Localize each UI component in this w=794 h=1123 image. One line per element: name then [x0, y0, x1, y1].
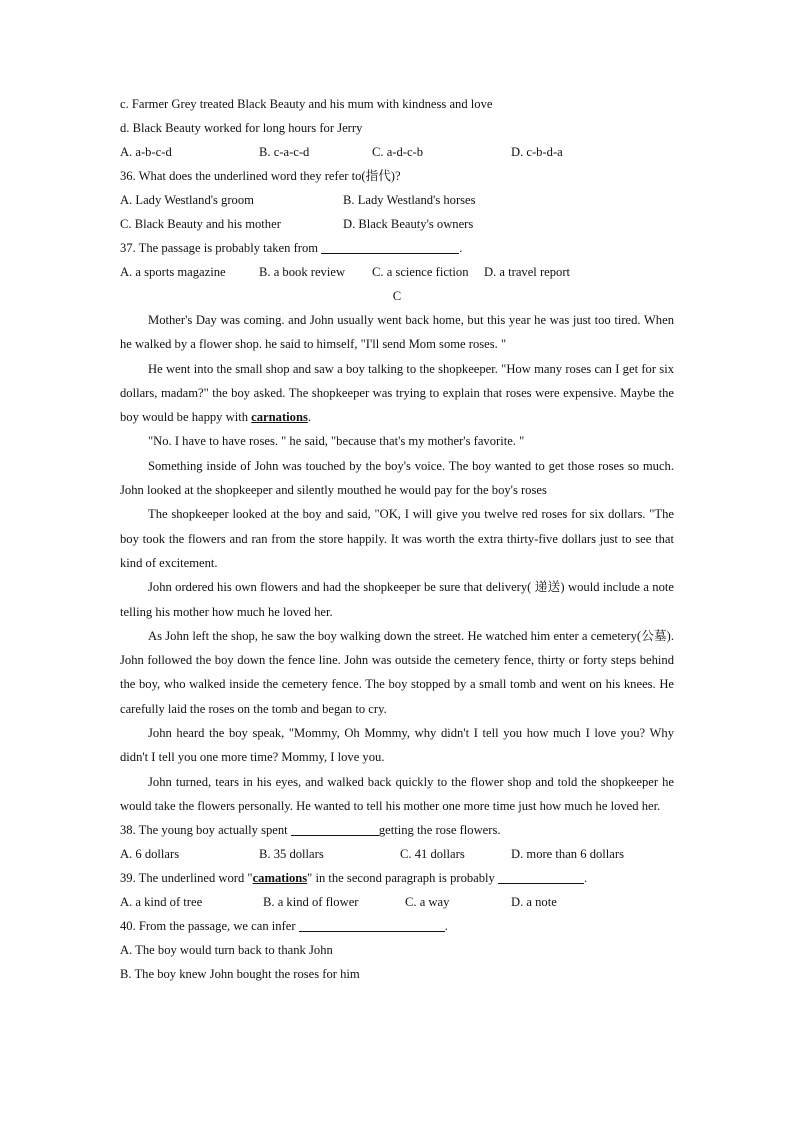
question-35-item-d: d. Black Beauty worked for long hours for Jerry: [120, 121, 363, 135]
passage-paragraph-3: "No. I have to have roses. " he said, "because that's my mother's favorite. ": [148, 434, 525, 449]
question-40-text: 40. From the passage, we can infer: [120, 919, 299, 934]
option-b: B. 35 dollars: [259, 847, 324, 862]
option-c: C. 41 dollars: [400, 847, 465, 862]
option-b: B. a book review: [259, 265, 346, 279]
question-39-end: .: [584, 871, 588, 886]
question-38-options: [120, 842, 674, 866]
passage-paragraph-4: Something inside of John was touched by the boy's voice. The boy wanted to get those roses so much. John looked at the shopkeeper and silently mouthed he would pay for the boy's roses: [120, 458, 674, 498]
option-c: C. a science fiction: [372, 265, 469, 279]
passage-paragraph-6: John ordered his own flowers and had the shopkeeper be sure that delivery( 递送) would include a note telling his mother how much he loved her.: [120, 580, 674, 619]
question-37-end: .: [459, 241, 463, 255]
section-label: C: [392, 289, 402, 303]
question-37-stem: [120, 236, 674, 260]
paragraph-2-end: .: [307, 410, 311, 425]
question-39-text: 39. The underlined word ": [120, 871, 253, 886]
passage-paragraph-7: As John left the shop, he saw the boy walking down the street. He watched him enter a cemetery(公墓). John followed the boy down the fence line. John was outside the cemetery fence, thirty or forty steps behind the boy, who walked inside the cemetery fence. The boy stopped by a small tomb and went on his knees. He carefully laid the roses on the tomb and began to cry.: [120, 628, 674, 716]
question-40-option-a: A. The boy would turn back to thank John: [120, 943, 333, 958]
underlined-word-carnations: carnations: [251, 410, 308, 425]
question-37-text: 37. The passage is probably taken from: [120, 241, 322, 255]
option-d: D. Black Beauty's owners: [343, 217, 474, 231]
option-b: B. a kind of flower: [263, 895, 359, 910]
option-d: D. more than 6 dollars: [511, 847, 624, 862]
answer-blank: [498, 870, 584, 884]
question-35-options: [120, 140, 674, 164]
question-36-stem: 36. What does the underlined word they refer to(指代)?: [120, 169, 401, 183]
option-a: A. a-b-c-d: [120, 145, 172, 159]
question-39-stem: [120, 866, 674, 890]
question-38-end: getting the rose flowers.: [378, 823, 501, 838]
question-38-stem: [120, 818, 674, 842]
passage-paragraph-2: [120, 357, 674, 430]
question-38-text: 38. The young boy actually spent: [120, 823, 291, 838]
option-d: D. a travel report: [484, 265, 571, 279]
option-b: B. Lady Westland's horses: [343, 193, 476, 207]
passage-paragraph-8: John heard the boy speak, "Mommy, Oh Mommy, why didn't I tell you how much I love you? Why didn't I tell you one more time? Mommy, I love you.: [120, 726, 674, 765]
option-a: A. a kind of tree: [120, 895, 203, 910]
question-40-end: .: [444, 919, 448, 934]
passage-paragraph-1: Mother's Day was coming. and John usually went back home, but this year he was just too tired. When he walked by a flower shop. he said to himself, "I'll send Mom some roses. ": [120, 313, 674, 352]
option-a: A. 6 dollars: [120, 847, 180, 862]
question-40-stem: [120, 914, 674, 938]
passage-paragraph-5: The shopkeeper looked at the boy and said, "OK, I will give you twelve red roses for six dollars. "The boy took the flowers and ran from the store happily. It was worth the extra thirty-five dollars just to see that kind of excitement.: [120, 507, 674, 570]
option-d: D. c-b-d-a: [511, 145, 563, 159]
answer-blank: [291, 822, 379, 836]
underlined-word-camations: camations: [252, 871, 308, 886]
answer-blank: [299, 918, 445, 932]
question-40-option-b: B. The boy knew John bought the roses for him: [120, 967, 360, 982]
option-a: A. a sports magazine: [120, 265, 226, 279]
option-c: C. a way: [405, 895, 450, 910]
passage-paragraph-9: John turned, tears in his eyes, and walked back quickly to the flower shop and told the shopkeeper he would take the flowers personally. He wanted to tell his mother one more time just how much he loved her.: [120, 774, 674, 813]
exam-page: [120, 92, 674, 986]
option-c: C. a-d-c-b: [372, 145, 424, 159]
option-a: A. Lady Westland's groom: [120, 193, 254, 207]
option-b: B. c-a-c-d: [259, 145, 310, 159]
question-36-options-row1: [120, 188, 674, 212]
option-d: D. a note: [511, 895, 557, 910]
question-37-options: [120, 260, 674, 284]
question-39-mid: " in the second paragraph is probably: [307, 871, 498, 886]
question-39-options: [120, 890, 674, 914]
answer-blank: [321, 240, 459, 254]
option-c: C. Black Beauty and his mother: [120, 217, 281, 231]
question-36-options-row2: [120, 212, 674, 236]
question-35-item-c: c. Farmer Grey treated Black Beauty and his mum with kindness and love: [120, 97, 493, 111]
paragraph-2-text: He went into the small shop and saw a boy talking to the shopkeeper. "How many roses can I get for six dollars, madam?" the boy asked. The shopkeeper was trying to explain that roses were expensive. Maybe the boy would be happy with: [120, 361, 674, 425]
